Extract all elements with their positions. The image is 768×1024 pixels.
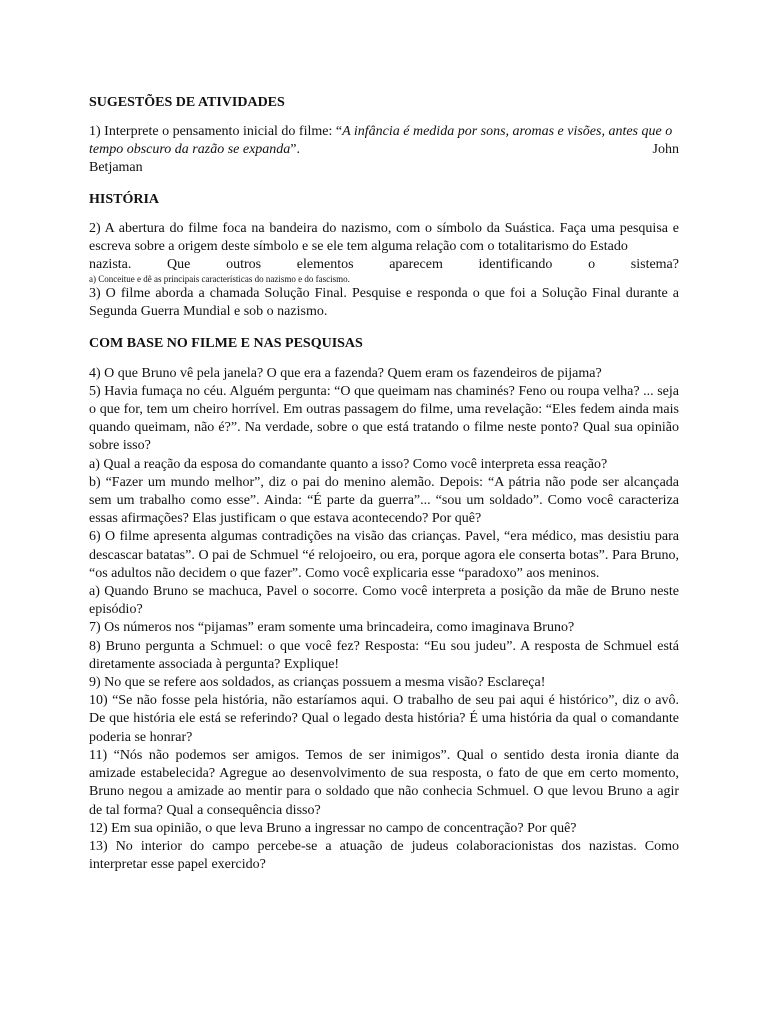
question-1-quote: A infância é medida por sons, aromas e visões, antes que o tempo obscuro da razão se expanda xyxy=(89,124,673,158)
list-item: 11) “Nós não podemos ser amigos. Temos de ser inimigos”. Qual o sentido desta ironia diante da amizade estabelecida? Agregue ao desenvolvimento de sua resposta, o fato de que em certo momento, Bruno negou a amizade ao mentir para o soldado que não conhecia Schmuel. O que levou Bruno a agir de tal forma? Qual a consequência disso? xyxy=(89,747,679,818)
question-2-text: 2) A abertura do filme foca na bandeira do nazismo, com o símbolo da Suástica. Faça uma pesquisa e escreva sobre a origem deste símbolo e se ele tem alguma relação com o totalitarismo do Estado xyxy=(89,220,679,254)
page-title: SUGESTÕES DE ATIVIDADES xyxy=(89,95,285,110)
list-item: 9) No que se refere aos soldados, as crianças possuem a mesma visão? Esclareça! xyxy=(89,675,546,691)
list-item: 4) O que Bruno vê pela janela? O que era a fazenda? Quem eram os fazendeiros de pijama? xyxy=(89,365,602,381)
question-1 xyxy=(89,123,679,178)
question-2-last-line: nazista. Que outros elementos aparecem identificando o sistema? xyxy=(89,257,679,273)
list-item: a) Qual a reação da esposa do comandante quanto a isso? Como você interpreta essa reação? xyxy=(89,456,608,472)
list-item: 7) Os números nos “pijamas” eram somente uma brincadeira, como imaginava Bruno? xyxy=(89,620,575,636)
question-3: 3) O filme aborda a chamada Solução Final. Pesquise e responda o que foi a Solução Final durante a Segunda Guerra Mundial e sob o nazismo. xyxy=(89,286,679,320)
question-2-note: a) Conceitue e dê as principais características do nazismo e do fascismo. xyxy=(89,274,350,285)
list-item: 8) Bruno pergunta a Schmuel: o que você fez? Resposta: “Eu sou judeu”. A resposta de Schmuel está diretamente associada à pergunta? Explique! xyxy=(89,638,679,672)
list-item: 5) Havia fumaça no céu. Alguém pergunta: “O que queimam nas chaminés? Feno ou roupa velha? ... seja o que for, tem um cheiro horrível. Em outras passagem do filme, uma revelação: “Eles fedem ainda mais quando queimam, não é?”. Na verdade, sobre o que está tratando o filme neste ponto? Qual sua opinião sobre isso? xyxy=(89,383,679,454)
section-heading-base: COM BASE NO FILME E NAS PESQUISAS xyxy=(89,335,363,351)
list-item: b) “Fazer um mundo melhor”, diz o pai do menino alemão. Depois: “A pátria não pode ser alcançada sem um trabalho como esse”. Ainda: “É parte da guerra”... “sou um soldado”. Como você caracteriza essas afirmações? Elas justificam o que estava acontecendo? Por quê? xyxy=(89,474,679,527)
list-item: a) Quando Bruno se machuca, Pavel o socorre. Como você interpreta a posição da mãe de Bruno neste episódio? xyxy=(89,584,679,618)
list-item: 13) No interior do campo percebe-se a atuação de judeus colaboracionistas dos nazistas. Como interpretar esse papel exercido? xyxy=(89,838,679,873)
question-2 xyxy=(89,220,679,256)
list-item: 10) “Se não fosse pela história, não estaríamos aqui. O trabalho de seu pai aqui é histórico”, diz o avô. De que história ele está se referindo? Qual o legado desta história? É uma história da qual o comandante poderia se honrar? xyxy=(89,693,679,745)
question-1-suffix: ”. xyxy=(290,142,301,158)
quote-author-last: Betjaman xyxy=(89,160,143,176)
section-heading-historia: HISTÓRIA xyxy=(89,191,160,207)
question-1-prefix: 1) Interprete o pensamento inicial do filme: “ xyxy=(89,124,343,139)
quote-author-first: John xyxy=(652,142,679,158)
list-item: 6) O filme apresenta algumas contradições na visão das crianças. Pavel, “era médico, mas desistiu para descascar batatas”. O pai de Schmuel “é relojoeiro, ou era, porque agora ele conserta botas”. Para Bruno, “os adultos não decidem o que fazer”. Como você explicaria esse “paradoxo” aos meninos. xyxy=(89,529,679,581)
list-item: 12) Em sua opinião, o que leva Bruno a ingressar no campo de concentração? Por quê? xyxy=(89,820,577,836)
